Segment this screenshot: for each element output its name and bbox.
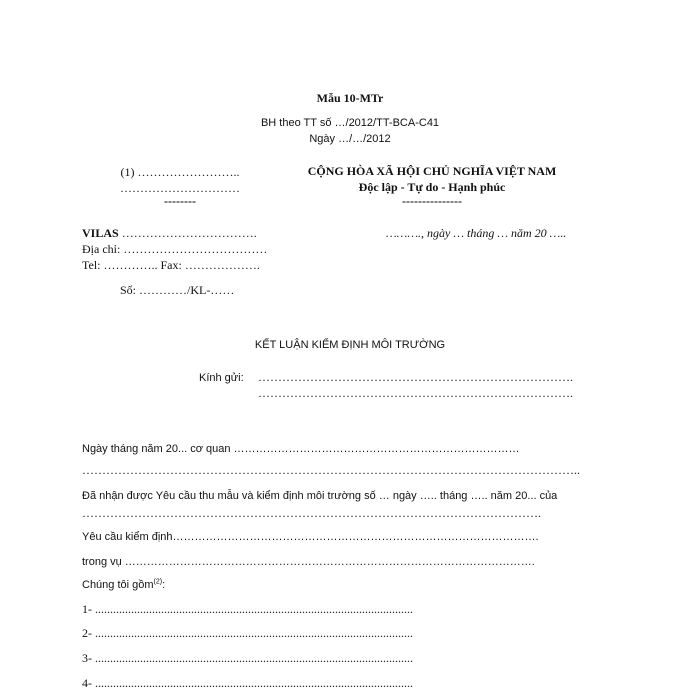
members-heading: [82, 578, 165, 592]
issuer-line-1: (1) ……………………..: [120, 165, 240, 179]
recipient-line-1: …………………………………………………………………….: [258, 370, 573, 384]
member-number: 4-: [82, 676, 92, 690]
recipient-line-2: …………………………………………………………………….: [258, 386, 573, 400]
members-label: Chúng tôi gồm: [82, 579, 154, 591]
contact-line: [82, 258, 260, 272]
form-code: Mẫu 10-MTr: [316, 91, 384, 105]
form-legal-basis: BH theo TT số …/2012/TT-BCA-C41: [260, 117, 440, 129]
body-line-1: Ngày tháng năm 20... cơ quan ……………………………………………………………………: [82, 443, 520, 455]
address-line: [82, 242, 267, 256]
body-line-6: trong vụ ………………………………………………………………………………………………….: [82, 556, 535, 568]
member-number: 2-: [82, 626, 92, 640]
nation-rule: ---------------: [402, 194, 462, 208]
vilas-line: [82, 226, 257, 240]
place-date: ………., ngày … tháng … năm 20 …..: [386, 226, 567, 240]
document-number: Số: …………/KL-……: [120, 283, 235, 297]
issuer-rule: --------: [164, 194, 196, 208]
body-line-2: ……………………………………………………………………………………………………………..: [82, 463, 580, 477]
vilas-label: VILAS: [82, 226, 119, 240]
recipient-label: Kính gửi:: [199, 372, 244, 384]
body-line-3: Đã nhận được Yêu cầu thu mẫu và kiểm định môi trường số … ngày ….. tháng ….. năm 20... của: [82, 490, 558, 502]
member-dots: ..........................................................................................................: [95, 676, 413, 690]
fax-label: Fax:: [160, 258, 182, 272]
body-line-4: …………………………………………………………………………………………………….: [82, 506, 541, 520]
nation-motto: Độc lập - Tự do - Hạnh phúc: [358, 180, 506, 194]
tel-dots: …………..: [103, 258, 158, 272]
address-label: Địa chỉ:: [82, 242, 121, 256]
members-colon: :: [162, 579, 166, 591]
vilas-dots: …………………………….: [121, 226, 257, 240]
document-title: KẾT LUẬN KIỂM ĐỊNH MÔI TRƯỜNG: [254, 339, 446, 351]
member-row: [82, 626, 413, 640]
address-dots: ………………………………: [123, 242, 268, 256]
form-date: Ngày …/…/2012: [309, 133, 391, 145]
member-dots: ..........................................................................................................: [95, 602, 413, 616]
members-footnote-ref: (2): [153, 578, 163, 586]
member-number: 3-: [82, 651, 92, 665]
member-number: 1-: [82, 602, 92, 616]
member-dots: ..........................................................................................................: [95, 626, 413, 640]
nation-title: CỘNG HÒA XÃ HỘI CHỦ NGHĨA VIỆT NAM: [307, 164, 557, 178]
member-row: [82, 602, 413, 616]
body-line-5: Yêu cầu kiểm định……………………………………………………………………………………….: [82, 531, 539, 543]
tel-label: Tel:: [82, 258, 101, 272]
fax-dots: ……………….: [184, 258, 260, 272]
member-dots: ..........................................................................................................: [95, 651, 413, 665]
issuer-line-2: …………………………: [120, 181, 240, 195]
member-row: [82, 651, 413, 665]
member-row: [82, 676, 413, 690]
